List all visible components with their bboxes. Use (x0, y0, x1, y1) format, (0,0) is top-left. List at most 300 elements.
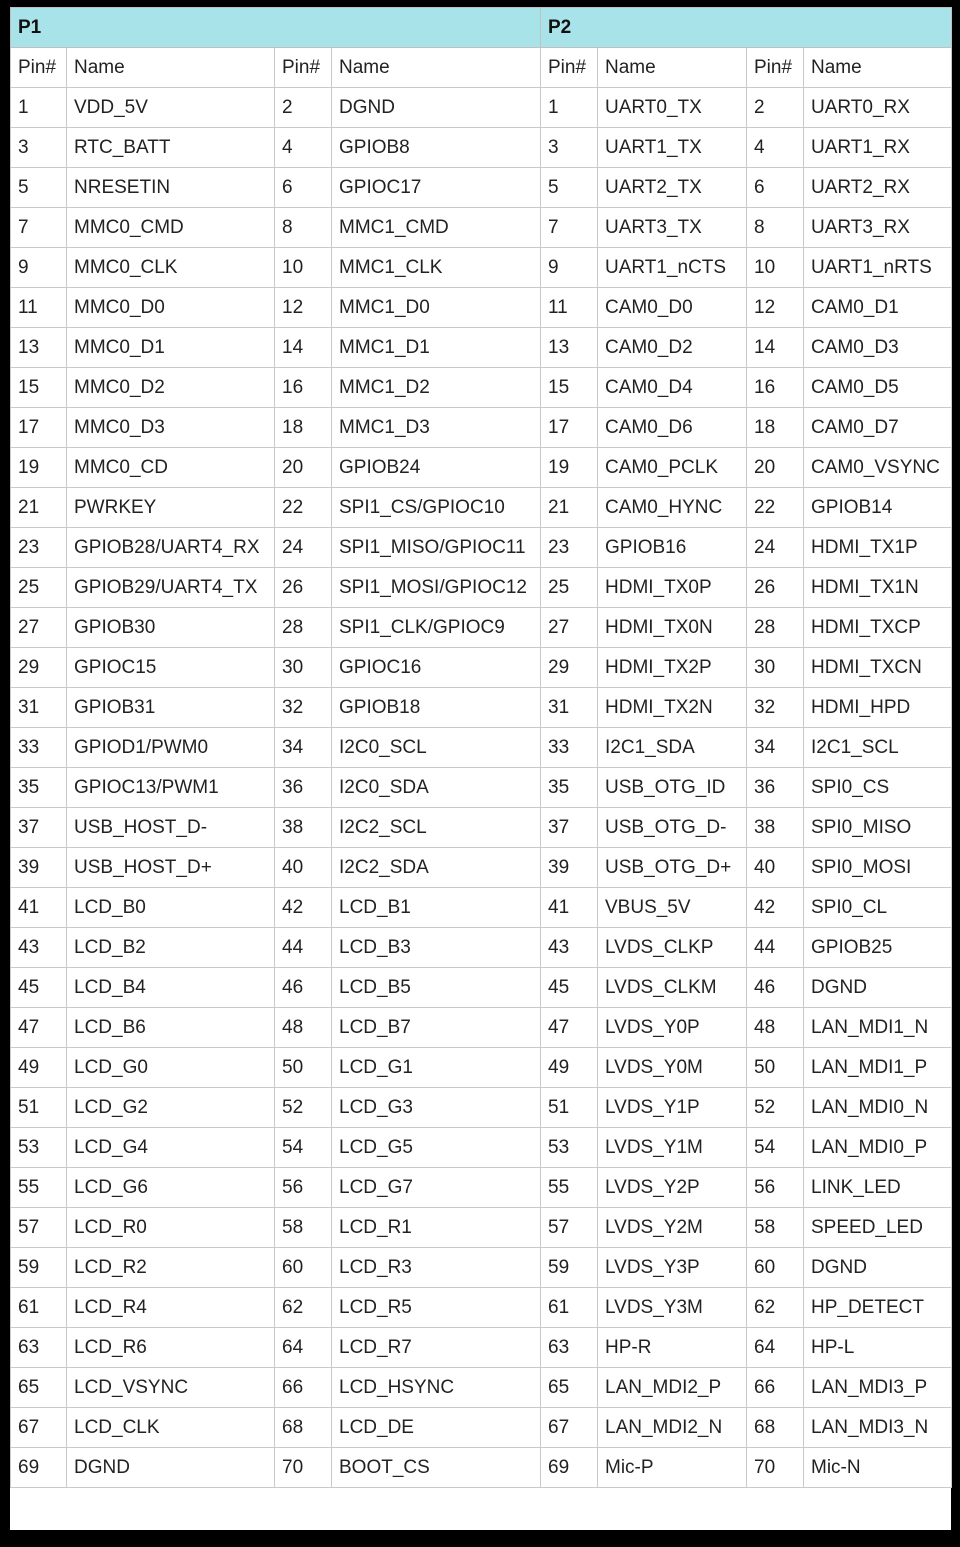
pin-name-cell: MMC1_D3 (332, 408, 541, 448)
pin-number-cell: 10 (275, 248, 332, 288)
pin-number-cell: 70 (275, 1448, 332, 1488)
pin-number-cell: 33 (541, 728, 598, 768)
pin-number-cell: 9 (541, 248, 598, 288)
pin-number-cell: 56 (275, 1168, 332, 1208)
pin-number-cell: 47 (541, 1008, 598, 1048)
pin-name-cell: HP-R (598, 1328, 747, 1368)
pin-name-cell: LVDS_Y1M (598, 1128, 747, 1168)
pin-name-cell: DGND (332, 88, 541, 128)
pin-name-cell: GPIOB8 (332, 128, 541, 168)
pin-number-cell: 5 (11, 168, 67, 208)
pin-name-cell: GPIOC16 (332, 648, 541, 688)
pin-number-cell: 23 (11, 528, 67, 568)
table-row (11, 608, 952, 648)
pin-number-cell: 67 (541, 1408, 598, 1448)
pin-number-cell: 65 (11, 1368, 67, 1408)
pin-number-cell: 50 (275, 1048, 332, 1088)
pin-name-cell: HDMI_TX1P (804, 528, 952, 568)
pin-number-cell: 49 (11, 1048, 67, 1088)
pin-name-cell: HDMI_TX0N (598, 608, 747, 648)
pin-number-cell: 39 (541, 848, 598, 888)
pin-name-cell: LCD_G4 (67, 1128, 275, 1168)
pin-number-cell: 15 (11, 368, 67, 408)
pin-number-cell: 32 (275, 688, 332, 728)
pin-name-cell: USB_OTG_D- (598, 808, 747, 848)
table-row (11, 1048, 952, 1088)
pin-number-cell: 56 (747, 1168, 804, 1208)
pin-number-cell: 18 (747, 408, 804, 448)
pin-name-cell: CAM0_D5 (804, 368, 952, 408)
pin-name-cell: I2C0_SDA (332, 768, 541, 808)
pin-name-cell: MMC1_D2 (332, 368, 541, 408)
pin-name-cell: LCD_B7 (332, 1008, 541, 1048)
pin-number-cell: 67 (11, 1408, 67, 1448)
pin-number-cell: 10 (747, 248, 804, 288)
pin-name-cell: CAM0_D4 (598, 368, 747, 408)
pin-name-cell: UART1_RX (804, 128, 952, 168)
pin-number-cell: 63 (11, 1328, 67, 1368)
pin-name-cell: LCD_R0 (67, 1208, 275, 1248)
pin-number-cell: 44 (747, 928, 804, 968)
pin-number-cell: 58 (747, 1208, 804, 1248)
pin-name-cell: SPI1_MOSI/GPIOC12 (332, 568, 541, 608)
pin-number-cell: 60 (747, 1248, 804, 1288)
pin-number-cell: 46 (275, 968, 332, 1008)
column-header-name: Name (67, 48, 275, 88)
pin-number-cell: 26 (747, 568, 804, 608)
pin-number-cell: 17 (11, 408, 67, 448)
pin-number-cell: 69 (11, 1448, 67, 1488)
pin-number-cell: 52 (747, 1088, 804, 1128)
table-row (11, 288, 952, 328)
pin-number-cell: 59 (541, 1248, 598, 1288)
pin-name-cell: MMC0_CLK (67, 248, 275, 288)
pin-number-cell: 70 (747, 1448, 804, 1488)
pin-name-cell: GPIOB31 (67, 688, 275, 728)
pin-number-cell: 19 (541, 448, 598, 488)
pin-number-cell: 37 (11, 808, 67, 848)
pin-rows (11, 88, 952, 1488)
pin-name-cell: LCD_B3 (332, 928, 541, 968)
pin-name-cell: LAN_MDI0_P (804, 1128, 952, 1168)
pin-name-cell: HP-L (804, 1328, 952, 1368)
table-row (11, 1168, 952, 1208)
pin-name-cell: MMC1_D1 (332, 328, 541, 368)
pin-name-cell: GPIOD1/PWM0 (67, 728, 275, 768)
pin-name-cell: MMC0_D0 (67, 288, 275, 328)
pin-name-cell: I2C2_SCL (332, 808, 541, 848)
pin-number-cell: 27 (11, 608, 67, 648)
pin-number-cell: 7 (11, 208, 67, 248)
pin-number-cell: 28 (747, 608, 804, 648)
pin-number-cell: 33 (11, 728, 67, 768)
pin-name-cell: CAM0_D0 (598, 288, 747, 328)
table-row (11, 688, 952, 728)
pin-name-cell: UART0_RX (804, 88, 952, 128)
pin-number-cell: 65 (541, 1368, 598, 1408)
pin-number-cell: 45 (541, 968, 598, 1008)
pin-name-cell: LCD_HSYNC (332, 1368, 541, 1408)
table-row (11, 1208, 952, 1248)
pin-number-cell: 32 (747, 688, 804, 728)
pin-name-cell: LCD_B2 (67, 928, 275, 968)
pin-number-cell: 55 (541, 1168, 598, 1208)
pin-number-cell: 8 (747, 208, 804, 248)
pin-name-cell: CAM0_PCLK (598, 448, 747, 488)
column-header-pin: Pin# (275, 48, 332, 88)
pin-number-cell: 14 (747, 328, 804, 368)
pin-number-cell: 35 (541, 768, 598, 808)
column-header-row (11, 48, 952, 88)
pin-number-cell: 16 (275, 368, 332, 408)
pin-name-cell: GPIOC17 (332, 168, 541, 208)
pin-name-cell: DGND (804, 1248, 952, 1288)
pin-name-cell: LCD_G3 (332, 1088, 541, 1128)
pin-name-cell: GPIOC15 (67, 648, 275, 688)
pin-name-cell: USB_HOST_D- (67, 808, 275, 848)
pin-name-cell: LCD_G7 (332, 1168, 541, 1208)
pin-name-cell: LVDS_CLKP (598, 928, 747, 968)
pin-name-cell: HDMI_TX2N (598, 688, 747, 728)
pin-number-cell: 3 (541, 128, 598, 168)
table-row (11, 808, 952, 848)
pin-number-cell: 44 (275, 928, 332, 968)
pin-number-cell: 46 (747, 968, 804, 1008)
pin-name-cell: GPIOB28/UART4_RX (67, 528, 275, 568)
pin-name-cell: LAN_MDI3_P (804, 1368, 952, 1408)
pin-number-cell: 25 (11, 568, 67, 608)
pin-name-cell: CAM0_HYNC (598, 488, 747, 528)
table-row (11, 968, 952, 1008)
pin-name-cell: LCD_DE (332, 1408, 541, 1448)
table-row (11, 488, 952, 528)
pin-number-cell: 43 (541, 928, 598, 968)
pin-number-cell: 64 (747, 1328, 804, 1368)
pin-name-cell: I2C2_SDA (332, 848, 541, 888)
pin-name-cell: Mic-N (804, 1448, 952, 1488)
column-header-name: Name (332, 48, 541, 88)
table-row (11, 848, 952, 888)
pin-name-cell: USB_HOST_D+ (67, 848, 275, 888)
pin-name-cell: MMC0_D3 (67, 408, 275, 448)
pin-number-cell: 68 (275, 1408, 332, 1448)
pin-name-cell: LAN_MDI2_P (598, 1368, 747, 1408)
pin-name-cell: LCD_R4 (67, 1288, 275, 1328)
pin-number-cell: 29 (11, 648, 67, 688)
pin-number-cell: 64 (275, 1328, 332, 1368)
pin-name-cell: LVDS_Y3M (598, 1288, 747, 1328)
pin-number-cell: 28 (275, 608, 332, 648)
pin-number-cell: 6 (275, 168, 332, 208)
table-row (11, 928, 952, 968)
pin-number-cell: 66 (275, 1368, 332, 1408)
pin-name-cell: HP_DETECT (804, 1288, 952, 1328)
pin-number-cell: 41 (11, 888, 67, 928)
pin-name-cell: GPIOB29/UART4_TX (67, 568, 275, 608)
pin-name-cell: HDMI_TX2P (598, 648, 747, 688)
pin-number-cell: 4 (747, 128, 804, 168)
pin-name-cell: LCD_G6 (67, 1168, 275, 1208)
pin-name-cell: UART1_TX (598, 128, 747, 168)
table-row (11, 528, 952, 568)
table-row (11, 368, 952, 408)
pin-name-cell: LCD_CLK (67, 1408, 275, 1448)
pin-name-cell: UART1_nRTS (804, 248, 952, 288)
pin-name-cell: LCD_G1 (332, 1048, 541, 1088)
pin-name-cell: PWRKEY (67, 488, 275, 528)
pin-name-cell: BOOT_CS (332, 1448, 541, 1488)
pin-number-cell: 30 (275, 648, 332, 688)
pin-number-cell: 54 (275, 1128, 332, 1168)
pin-name-cell: VBUS_5V (598, 888, 747, 928)
pin-number-cell: 49 (541, 1048, 598, 1088)
pin-number-cell: 6 (747, 168, 804, 208)
pin-name-cell: USB_OTG_ID (598, 768, 747, 808)
pin-name-cell: VDD_5V (67, 88, 275, 128)
pin-name-cell: I2C1_SDA (598, 728, 747, 768)
pin-name-cell: CAM0_D6 (598, 408, 747, 448)
pin-name-cell: USB_OTG_D+ (598, 848, 747, 888)
pin-number-cell: 38 (275, 808, 332, 848)
pin-number-cell: 43 (11, 928, 67, 968)
pin-number-cell: 55 (11, 1168, 67, 1208)
pin-number-cell: 60 (275, 1248, 332, 1288)
pin-name-cell: I2C0_SCL (332, 728, 541, 768)
pin-name-cell: MMC0_D2 (67, 368, 275, 408)
pin-number-cell: 53 (11, 1128, 67, 1168)
pin-name-cell: LAN_MDI1_N (804, 1008, 952, 1048)
pin-name-cell: LVDS_Y2M (598, 1208, 747, 1248)
table-row (11, 1128, 952, 1168)
group-header-p2: P2 (541, 8, 952, 48)
pin-name-cell: LINK_LED (804, 1168, 952, 1208)
table-row (11, 568, 952, 608)
pin-number-cell: 51 (11, 1088, 67, 1128)
pin-number-cell: 53 (541, 1128, 598, 1168)
pin-number-cell: 31 (541, 688, 598, 728)
pin-number-cell: 40 (747, 848, 804, 888)
table-row (11, 728, 952, 768)
pin-name-cell: CAM0_D3 (804, 328, 952, 368)
column-header-pin: Pin# (747, 48, 804, 88)
pin-number-cell: 21 (541, 488, 598, 528)
pin-number-cell: 14 (275, 328, 332, 368)
pin-number-cell: 51 (541, 1088, 598, 1128)
pin-name-cell: UART2_RX (804, 168, 952, 208)
pin-name-cell: LCD_B5 (332, 968, 541, 1008)
table-row (11, 1288, 952, 1328)
pin-name-cell: HDMI_TX0P (598, 568, 747, 608)
table-row (11, 248, 952, 288)
pin-number-cell: 18 (275, 408, 332, 448)
pin-number-cell: 52 (275, 1088, 332, 1128)
pin-name-cell: Mic-P (598, 1448, 747, 1488)
pin-name-cell: LCD_VSYNC (67, 1368, 275, 1408)
pin-name-cell: LCD_G5 (332, 1128, 541, 1168)
pin-number-cell: 24 (275, 528, 332, 568)
pin-number-cell: 21 (11, 488, 67, 528)
pin-number-cell: 12 (275, 288, 332, 328)
pin-name-cell: SPI1_CS/GPIOC10 (332, 488, 541, 528)
pin-name-cell: GPIOB30 (67, 608, 275, 648)
pin-number-cell: 42 (275, 888, 332, 928)
pin-name-cell: HDMI_TX1N (804, 568, 952, 608)
pin-name-cell: LCD_G0 (67, 1048, 275, 1088)
pin-number-cell: 34 (747, 728, 804, 768)
pin-number-cell: 48 (747, 1008, 804, 1048)
table-row (11, 128, 952, 168)
pin-name-cell: MMC0_D1 (67, 328, 275, 368)
pin-name-cell: LCD_B0 (67, 888, 275, 928)
pin-name-cell: LVDS_Y2P (598, 1168, 747, 1208)
pin-name-cell: LCD_R7 (332, 1328, 541, 1368)
pin-number-cell: 54 (747, 1128, 804, 1168)
pin-name-cell: CAM0_D2 (598, 328, 747, 368)
pin-number-cell: 37 (541, 808, 598, 848)
table-row (11, 448, 952, 488)
table-row (11, 648, 952, 688)
pin-number-cell: 16 (747, 368, 804, 408)
pin-name-cell: LCD_B6 (67, 1008, 275, 1048)
pin-number-cell: 69 (541, 1448, 598, 1488)
table-row (11, 168, 952, 208)
pin-number-cell: 48 (275, 1008, 332, 1048)
pinout-table (10, 7, 952, 1488)
column-header-pin: Pin# (541, 48, 598, 88)
pin-number-cell: 63 (541, 1328, 598, 1368)
pin-number-cell: 61 (11, 1288, 67, 1328)
pin-name-cell: MMC1_D0 (332, 288, 541, 328)
pin-name-cell: UART1_nCTS (598, 248, 747, 288)
pin-name-cell: LCD_B1 (332, 888, 541, 928)
pin-name-cell: HDMI_HPD (804, 688, 952, 728)
table-row (11, 888, 952, 928)
pin-name-cell: LVDS_Y0M (598, 1048, 747, 1088)
pin-number-cell: 4 (275, 128, 332, 168)
pin-number-cell: 47 (11, 1008, 67, 1048)
pin-name-cell: UART3_TX (598, 208, 747, 248)
pin-number-cell: 20 (747, 448, 804, 488)
pin-number-cell: 5 (541, 168, 598, 208)
pin-number-cell: 41 (541, 888, 598, 928)
column-header-name: Name (598, 48, 747, 88)
pin-name-cell: UART0_TX (598, 88, 747, 128)
pin-number-cell: 1 (11, 88, 67, 128)
pin-number-cell: 19 (11, 448, 67, 488)
pin-number-cell: 68 (747, 1408, 804, 1448)
pin-name-cell: SPI0_MOSI (804, 848, 952, 888)
pin-name-cell: GPIOB18 (332, 688, 541, 728)
pin-number-cell: 57 (11, 1208, 67, 1248)
column-header-pin: Pin# (11, 48, 67, 88)
pin-name-cell: CAM0_D1 (804, 288, 952, 328)
pin-name-cell: LCD_R1 (332, 1208, 541, 1248)
table-row (11, 328, 952, 368)
pin-number-cell: 12 (747, 288, 804, 328)
pin-name-cell: RTC_BATT (67, 128, 275, 168)
column-header-name: Name (804, 48, 952, 88)
table-row (11, 88, 952, 128)
pin-number-cell: 11 (541, 288, 598, 328)
pin-number-cell: 34 (275, 728, 332, 768)
pin-number-cell: 17 (541, 408, 598, 448)
pin-number-cell: 25 (541, 568, 598, 608)
table-row (11, 1328, 952, 1368)
pin-name-cell: MMC0_CMD (67, 208, 275, 248)
group-header-row (11, 8, 952, 48)
table-row (11, 1008, 952, 1048)
pin-number-cell: 62 (275, 1288, 332, 1328)
pin-name-cell: GPIOB14 (804, 488, 952, 528)
table-row (11, 1408, 952, 1448)
pin-name-cell: CAM0_D7 (804, 408, 952, 448)
pin-name-cell: MMC1_CLK (332, 248, 541, 288)
pin-name-cell: SPI0_CS (804, 768, 952, 808)
pin-name-cell: SPI1_MISO/GPIOC11 (332, 528, 541, 568)
pin-number-cell: 3 (11, 128, 67, 168)
pin-number-cell: 39 (11, 848, 67, 888)
pin-number-cell: 2 (747, 88, 804, 128)
pin-number-cell: 11 (11, 288, 67, 328)
pin-number-cell: 36 (747, 768, 804, 808)
pin-name-cell: MMC1_CMD (332, 208, 541, 248)
table-row (11, 768, 952, 808)
pin-name-cell: HDMI_TXCN (804, 648, 952, 688)
pin-name-cell: SPEED_LED (804, 1208, 952, 1248)
pin-name-cell: DGND (67, 1448, 275, 1488)
pin-name-cell: LCD_G2 (67, 1088, 275, 1128)
pin-name-cell: LAN_MDI3_N (804, 1408, 952, 1448)
pin-number-cell: 58 (275, 1208, 332, 1248)
pin-name-cell: LAN_MDI1_P (804, 1048, 952, 1088)
pin-name-cell: GPIOB16 (598, 528, 747, 568)
pin-name-cell: SPI0_MISO (804, 808, 952, 848)
pin-number-cell: 31 (11, 688, 67, 728)
pin-number-cell: 2 (275, 88, 332, 128)
pin-number-cell: 36 (275, 768, 332, 808)
pin-number-cell: 22 (747, 488, 804, 528)
pinout-table-container (10, 7, 951, 1530)
pin-number-cell: 27 (541, 608, 598, 648)
pin-number-cell: 45 (11, 968, 67, 1008)
pin-number-cell: 13 (11, 328, 67, 368)
pin-number-cell: 50 (747, 1048, 804, 1088)
pin-number-cell: 1 (541, 88, 598, 128)
pin-number-cell: 13 (541, 328, 598, 368)
pin-number-cell: 62 (747, 1288, 804, 1328)
table-row (11, 208, 952, 248)
pin-number-cell: 42 (747, 888, 804, 928)
pin-number-cell: 38 (747, 808, 804, 848)
pin-number-cell: 22 (275, 488, 332, 528)
pin-number-cell: 30 (747, 648, 804, 688)
pin-name-cell: LVDS_Y0P (598, 1008, 747, 1048)
table-row (11, 408, 952, 448)
pin-number-cell: 9 (11, 248, 67, 288)
pin-number-cell: 66 (747, 1368, 804, 1408)
pin-number-cell: 29 (541, 648, 598, 688)
pin-number-cell: 26 (275, 568, 332, 608)
pin-number-cell: 24 (747, 528, 804, 568)
pin-name-cell: HDMI_TXCP (804, 608, 952, 648)
pin-number-cell: 59 (11, 1248, 67, 1288)
pin-name-cell: MMC0_CD (67, 448, 275, 488)
pin-name-cell: GPIOC13/PWM1 (67, 768, 275, 808)
pin-name-cell: LCD_R5 (332, 1288, 541, 1328)
pin-number-cell: 35 (11, 768, 67, 808)
pin-name-cell: LVDS_Y3P (598, 1248, 747, 1288)
pin-name-cell: LCD_R6 (67, 1328, 275, 1368)
